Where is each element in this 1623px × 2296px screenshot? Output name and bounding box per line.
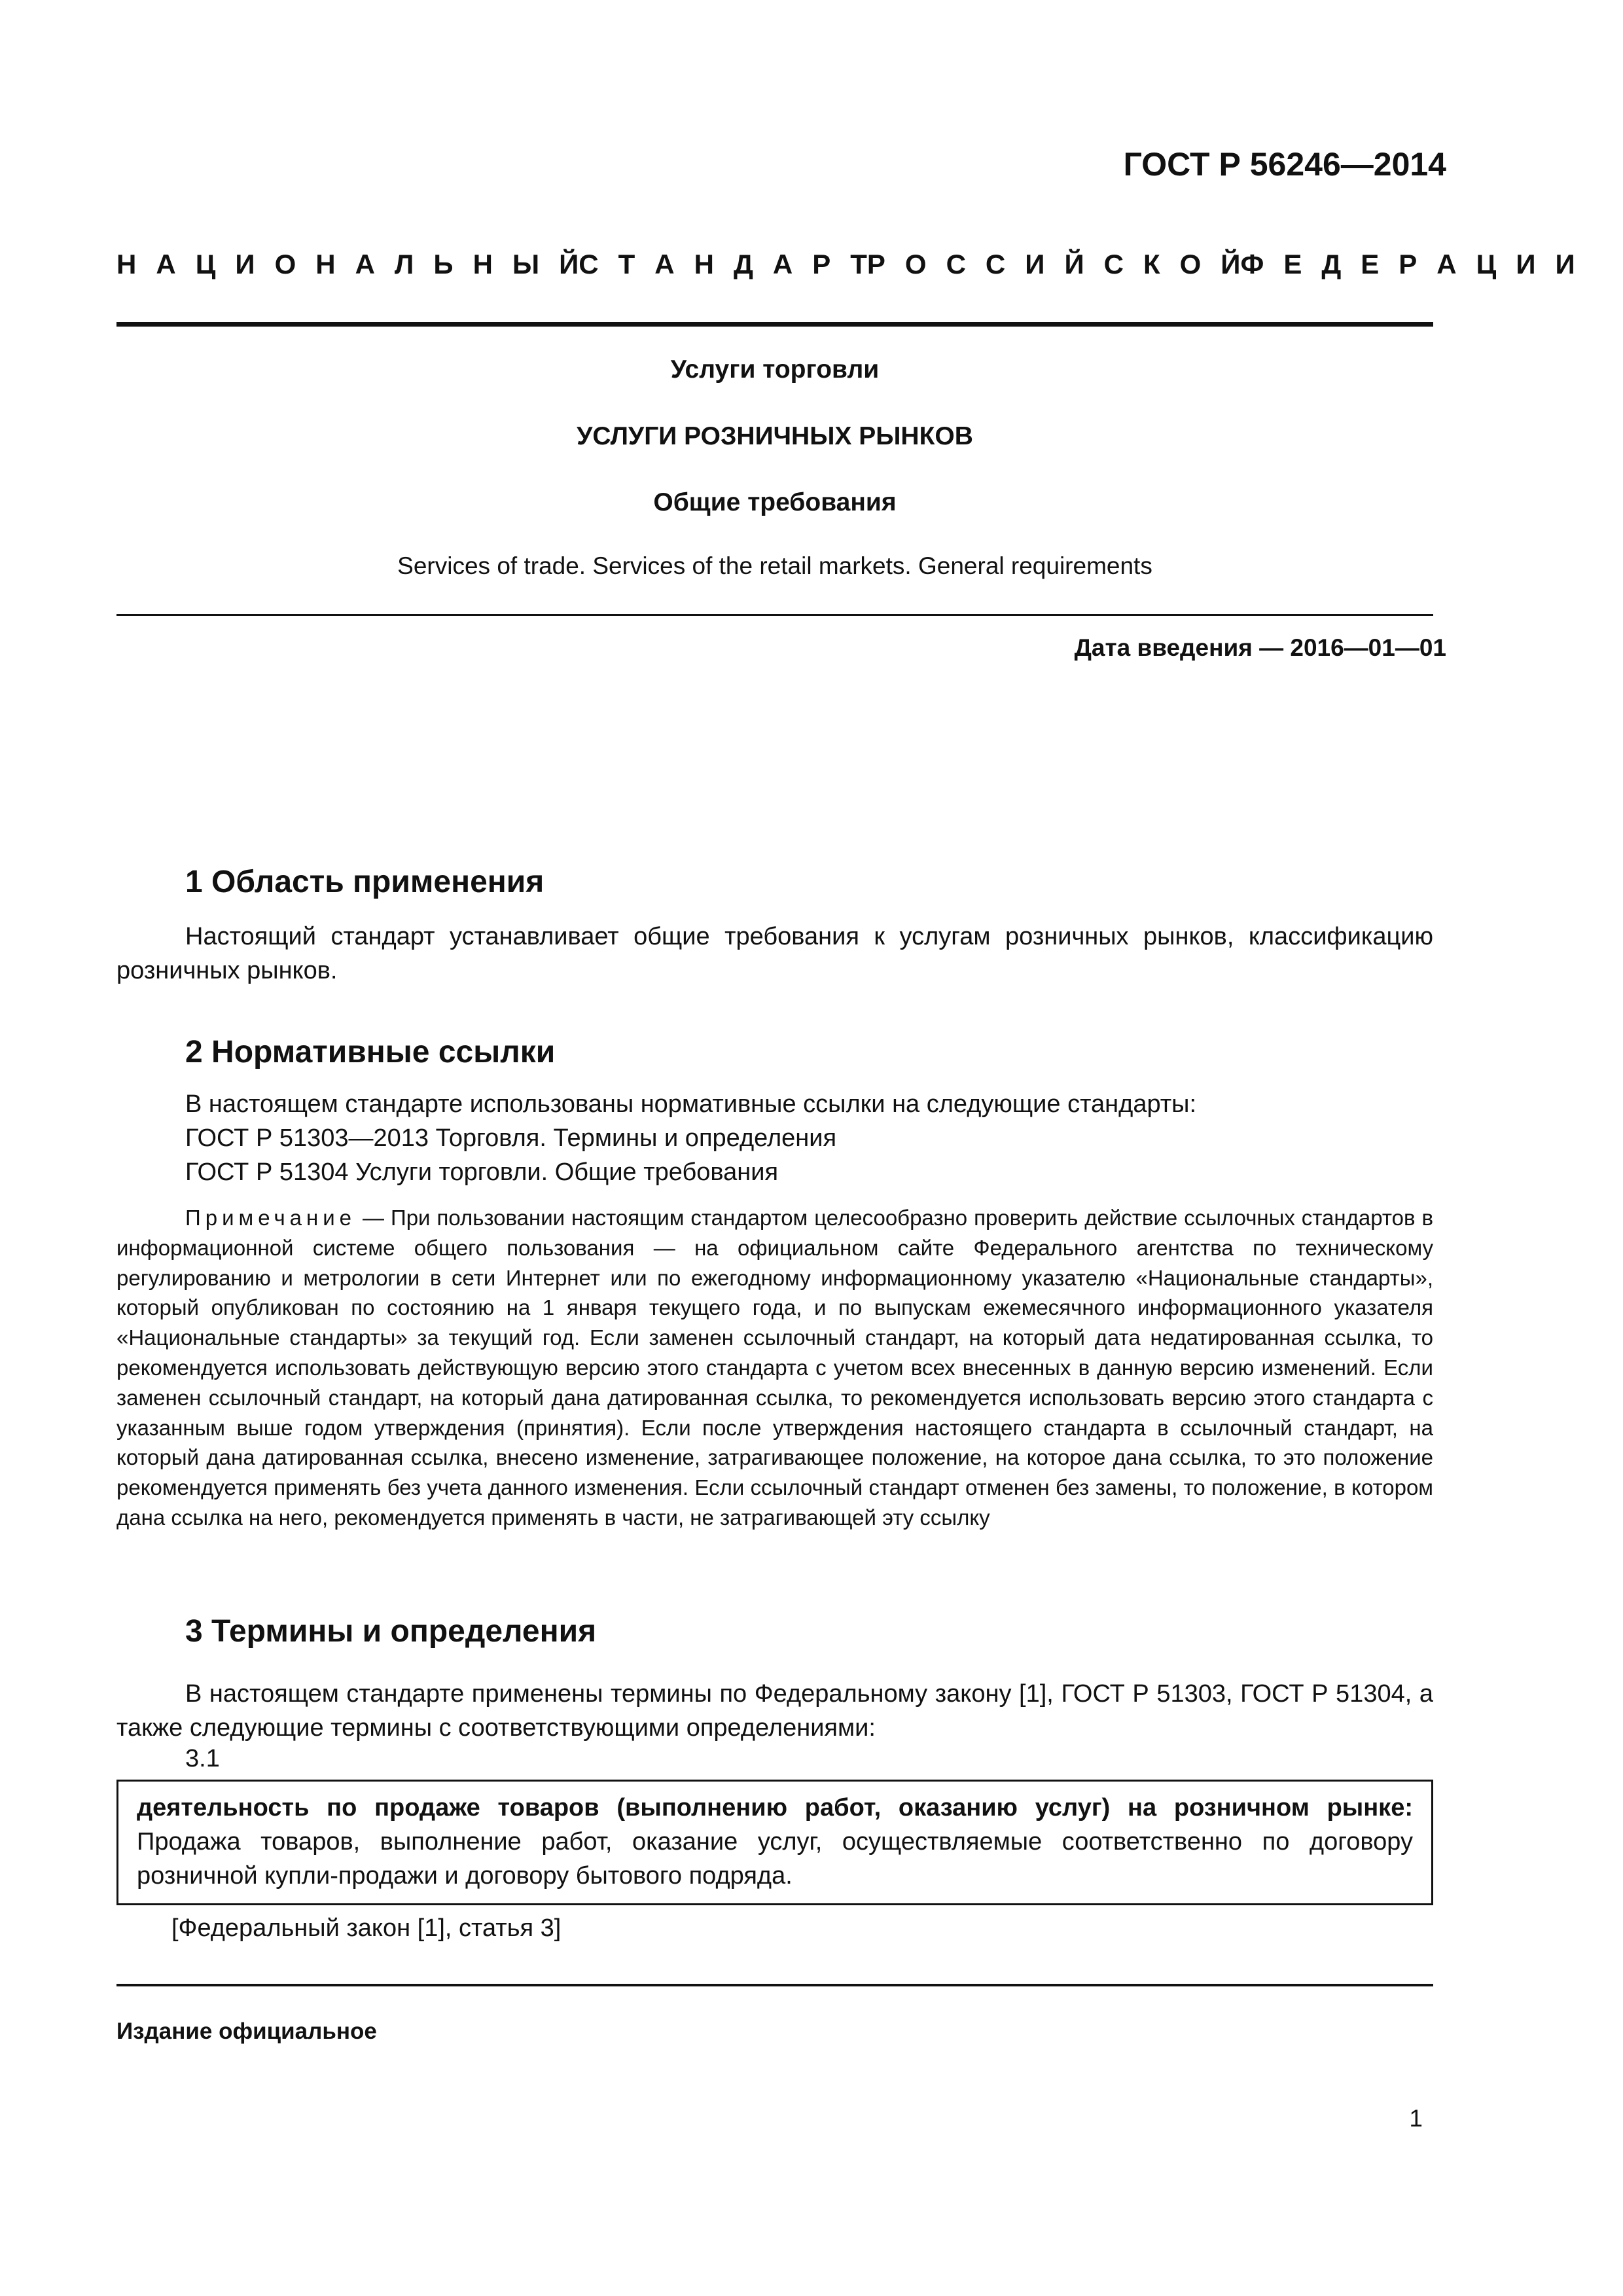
introduction-date: Дата введения — 2016—01—01 (1074, 634, 1446, 661)
banner-letter: Ь (433, 249, 454, 279)
banner-letter: Т (618, 249, 635, 279)
term-definition: Продажа товаров, выполнение работ, оказание услуг, осуществляемые соответственно по договору розничной купли-продажи и договору бытового подряда. (137, 1828, 1413, 1890)
banner-letter: Е (1361, 249, 1380, 279)
section-1-heading: 1 Область применения (185, 865, 544, 899)
banner-letter: Н (116, 249, 137, 279)
top-divider (116, 322, 1433, 327)
banner-letter: Ы (512, 249, 540, 279)
banner-letter: Р (1399, 249, 1418, 279)
banner-letter: О (904, 249, 927, 279)
banner-letter: И (235, 249, 255, 279)
title-line-3: Общие требования (653, 488, 897, 516)
banner-letter: Ф (1240, 249, 1264, 279)
banner-letter: А (772, 249, 793, 279)
edition-label: Издание официальное (116, 2018, 377, 2044)
reference-item: ГОСТ Р 51304 Услуги торговли. Общие требования (185, 1158, 779, 1186)
banner-letter: К (1143, 249, 1160, 279)
banner-letter: Ц (195, 249, 216, 279)
title-english: Services of trade. Services of the retail markets. General requirements (397, 552, 1152, 579)
title-divider (116, 614, 1433, 616)
banner-word-3 (867, 249, 1241, 280)
banner-word-1 (116, 249, 579, 280)
reference-item: ГОСТ Р 51303—2013 Торговля. Термины и определения (185, 1124, 837, 1152)
banner-letter: А (156, 249, 176, 279)
note-label: Примечание (185, 1206, 357, 1230)
banner-letter: Д (1321, 249, 1342, 279)
banner-letter: Р (812, 249, 831, 279)
section-2-note (116, 1203, 1433, 1533)
term-name: деятельность по продаже товаров (выполнению работ, оказанию услуг) на розничном рынке: (137, 1794, 1413, 1821)
banner-word-4 (1240, 249, 1575, 280)
banner-letter: Т (850, 249, 867, 279)
section-1-text: Настоящий стандарт устанавливает общие требования к услугам розничных рынков, классификацию розничных рынков. (116, 923, 1433, 984)
banner-letter: С (946, 249, 966, 279)
banner-letter: Н (473, 249, 493, 279)
section-3-heading: 3 Термины и определения (185, 1614, 597, 1649)
banner-letter: И (1516, 249, 1536, 279)
banner-letter: С (985, 249, 1006, 279)
term-source: [Федеральный закон [1], статья 3] (171, 1914, 562, 1942)
banner-letter: Д (733, 249, 753, 279)
title-line-1: Услуги торговли (670, 355, 880, 384)
section-2-intro: В настоящем стандарте использованы нормативные ссылки на следующие стандарты: (185, 1090, 1197, 1118)
banner-letter: Й (1064, 249, 1084, 279)
banner-letter: С (1103, 249, 1124, 279)
banner-letter: Й (559, 249, 579, 279)
banner-letter: Р (866, 249, 885, 279)
banner-letter: С (579, 249, 599, 279)
banner-letter: Й (1221, 249, 1241, 279)
page-number: 1 (1409, 2105, 1423, 2132)
term-number: 3.1 (185, 1745, 220, 1772)
banner-letter: Е (1283, 249, 1302, 279)
banner-word-2 (579, 249, 867, 280)
banner-letter: О (274, 249, 296, 279)
section-2-heading: 2 Нормативные ссылки (185, 1035, 556, 1069)
title-line-2: УСЛУГИ РОЗНИЧНЫХ РЫНКОВ (577, 422, 973, 450)
term-definition-box (116, 1780, 1433, 1905)
banner-letter: Н (694, 249, 714, 279)
banner-letter: А (654, 249, 675, 279)
section-3-intro: В настоящем стандарте применены термины по Федеральному закону [1], ГОСТ Р 51303, ГОСТ Р 51304, а также следующие термины с соответствующими определениями: (116, 1680, 1433, 1742)
banner-letter: Л (394, 249, 414, 279)
note-text: — При пользовании настоящим стандартом целесообразно проверить действие ссылочных стандартов в информационной системе общего пользования — на официальном сайте Федерального агентства по техническому регулированию и метрологии в сети Интернет или по ежегодному информационному указателю «Национальные стандарты», который опубликован по состоянию на 1 января текущего года, и по выпускам ежемесячного информационного указателя «Национальные стандарты» за текущий год. Если заменен ссылочный стандарт, на который дата недатированная ссылка, то рекомендуется использовать действующую версию этого стандарта с учетом всех внесенных в данную версию изменений. Если заменен ссылочный стандарт, на который дана датированная ссылка, то рекомендуется использовать версию этого стандарта с указанным выше годом утверждения (принятия). Если после утверждения настоящего стандарта в ссылочный стандарт, на который дана датированная ссылка, внесено изменение, затрагивающее положение, на которое дана ссылка, то это положение рекомендуется применять без учета данного изменения. Если ссылочный стандарт отменен без замены, то положение, в котором дана ссылка на него, рекомендуется применять в части, не затрагивающей эту ссылку (116, 1206, 1433, 1530)
banner-letter: А (355, 249, 375, 279)
footer-divider (116, 1984, 1433, 1986)
banner-letter: О (1179, 249, 1202, 279)
banner-letter: И (1555, 249, 1575, 279)
banner-letter: Н (315, 249, 336, 279)
banner-letter: Ц (1476, 249, 1497, 279)
banner-letter: И (1025, 249, 1045, 279)
national-standard-banner (116, 249, 1575, 280)
banner-letter: А (1436, 249, 1457, 279)
document-id: ГОСТ Р 56246—2014 (1123, 146, 1446, 183)
